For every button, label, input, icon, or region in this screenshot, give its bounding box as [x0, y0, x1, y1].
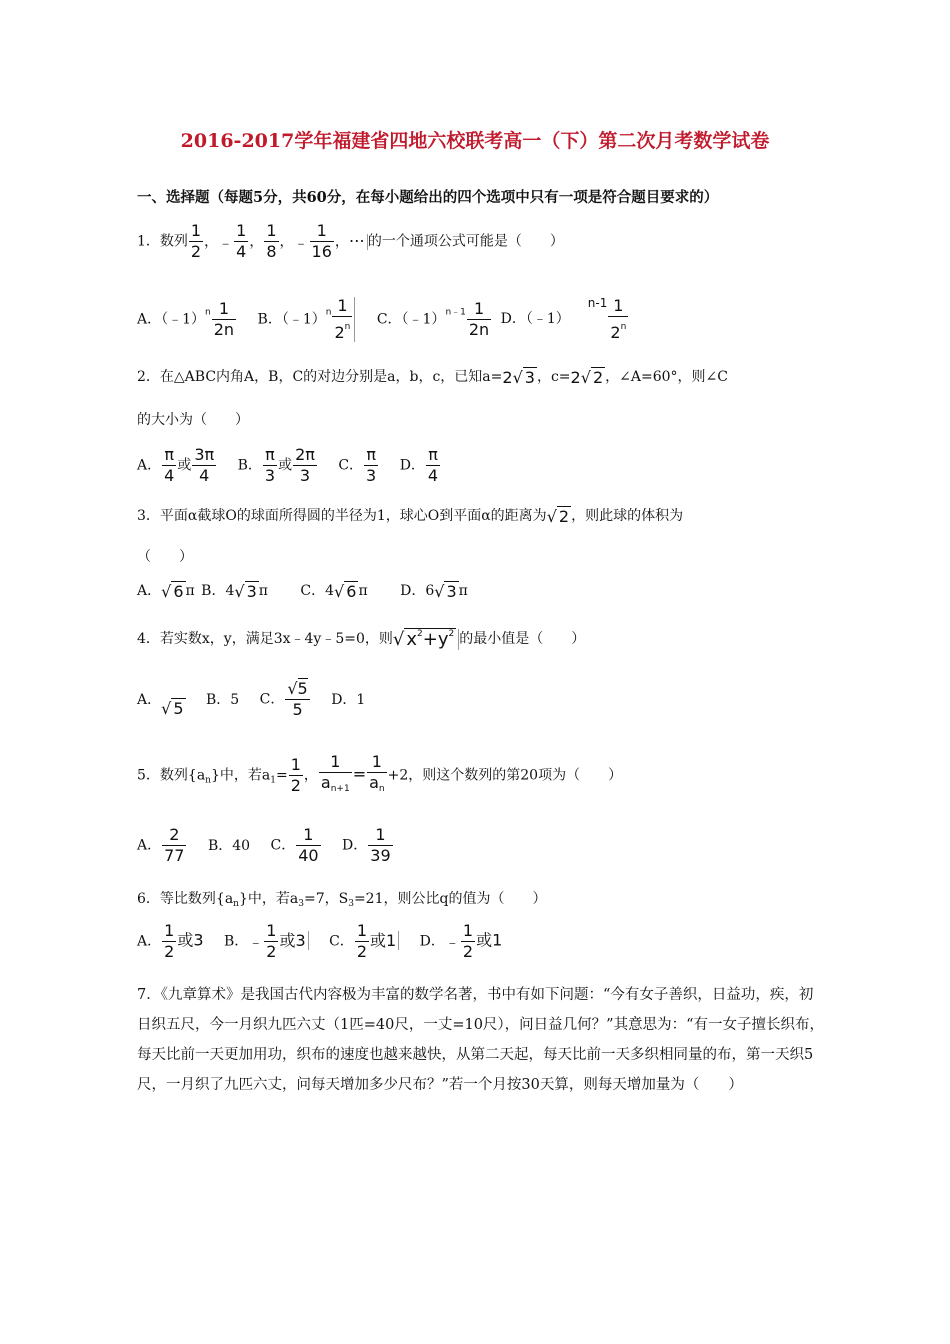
option-b: B． $\frac{\pi}{3}$ 或 $\frac{2\pi}{3}$	[237, 445, 315, 485]
q4-options	[137, 680, 381, 719]
option-a: A． $\frac{1}{2}$ 或3	[137, 921, 204, 961]
question-3: 3．平面α截球O的球面所得圆的半径为1，球心O到平面α的距离为√ 2 ，则此球的体积为	[137, 506, 684, 526]
option-b: B．5	[205, 691, 240, 708]
option-c: C． $\frac{1}{40}$	[270, 825, 319, 865]
option-d: D． $\frac{1}{39}$	[342, 825, 391, 865]
page-title: 2016-2017学年福建省四地六校联考高一（下）第二次月考数学试卷	[180, 130, 770, 152]
question-6: 6．等比数列$\{a_n\}$中，若$a_3=7$，$S_3=21$，则公比q的值为（ ）	[137, 891, 547, 909]
fraction: $\frac{1}{16}$	[311, 221, 332, 261]
q1-prefix: 1．数列	[137, 233, 188, 250]
option-a: A．√ 5	[137, 691, 184, 718]
fraction: $\frac{1}{8}$	[266, 221, 277, 261]
option-d: D． $\frac{\pi}{4}$	[399, 445, 439, 485]
section-heading: 一、选择题（每题5分，共60分，在每小题给出的四个选项中只有一项是符合题目要求的）	[137, 189, 719, 206]
option-a: A．（﹣1）$^n$ $\frac{1}{2n}$	[137, 298, 235, 339]
option-b: B．﹣ $\frac{1}{2}$ 或3	[224, 922, 309, 961]
q6-options	[137, 922, 518, 961]
q3-options	[137, 580, 484, 601]
q1-options	[137, 296, 645, 342]
option-d: D．1	[331, 691, 366, 708]
option-c: C． $\frac{\pi}{3}$	[338, 445, 377, 485]
q1-suffix: 的一个通项公式可能是（ ）	[367, 233, 564, 250]
option-b: B．（﹣1）$^n$ $\frac{1}{2^n}$	[258, 297, 357, 342]
option-c: C． $\frac{√5}{5}$	[259, 679, 308, 719]
option-b: B．4√ 3 π	[201, 581, 268, 601]
option-b: B．40	[207, 837, 251, 854]
question-4: 4．若实数x，y，满足3x﹣4y﹣5=0，则√ $x^2+y^2$ 的最小值是（ ）	[137, 628, 586, 650]
radical: 2√ 2	[570, 367, 604, 387]
option-c: C．（﹣1）$^{n﹣1}$ $\frac{1}{2n}$	[376, 298, 490, 339]
radical: √ 2	[546, 506, 570, 526]
option-d: D．﹣ $\frac{1}{2}$ 或1	[419, 921, 503, 961]
option-a: A．√ 6 π	[137, 581, 195, 601]
radical: √ $x^2+y^2$	[393, 629, 459, 650]
option-a: A． $\frac{2}{77}$	[137, 825, 185, 865]
fraction: $\frac{1}{2}$	[190, 221, 202, 261]
option-d: D．（﹣1）n-1 $\frac{1}{2^n}$	[500, 295, 627, 342]
q2-options	[137, 446, 457, 485]
question-2: 2．在△ABC内角A，B，C的对边分别是a，b，c，已知a=2√ 3 ，c=2√ 2 ，∠A=60°，则∠C	[137, 367, 728, 387]
q2-line-2: 的大小为（ ）	[137, 412, 249, 428]
question-7: 7．《九章算术》是我国古代内容极为丰富的数学名著，书中有如下问题：“今有女子善织，日益功，疾，初日织五尺，今一月织九匹六丈（1匹=40尺，一丈=10尺），问日益几何？”其意思为：“有一女子擅长织布，每天比前一天更加用功，织布的速度也越来越快，从第二天起，每天比前一天多织相同量的布，第一天织5尺，一月织了九匹六丈，问每天增加多少尺布？”若一个月按30天算，则每天增加量为（ ）	[137, 987, 824, 1093]
option-a: A． $\frac{\pi}{4}$ 或 $\frac{3\pi}{4}$	[137, 445, 215, 485]
radical: 2√ 3	[502, 367, 535, 387]
q5-options	[137, 826, 410, 865]
question-1	[137, 222, 564, 261]
option-d: D．6√ 3 π	[400, 581, 468, 601]
q1-sequence: $\frac{1}{2}$ ，﹣ $\frac{1}{4}$ ， $\frac{1}{8}$ ，﹣ $\frac{1}{16}$ ，⋯	[188, 234, 368, 250]
q3-line-2: （ ）	[137, 549, 193, 565]
option-c: C．4√ 6 π	[300, 581, 368, 601]
option-c: C． $\frac{1}{2}$ 或1	[329, 922, 399, 961]
question-5: 5．数列$\{a_n\}$中，若$a_1=$ $\frac{1}{2}$ ， $\frac{1}{a_{n+1}}$ = $\frac{1}{a_n}$ +2，则这个数列的第20项为（ ）	[137, 752, 623, 795]
fraction: $\frac{1}{4}$	[236, 221, 247, 261]
